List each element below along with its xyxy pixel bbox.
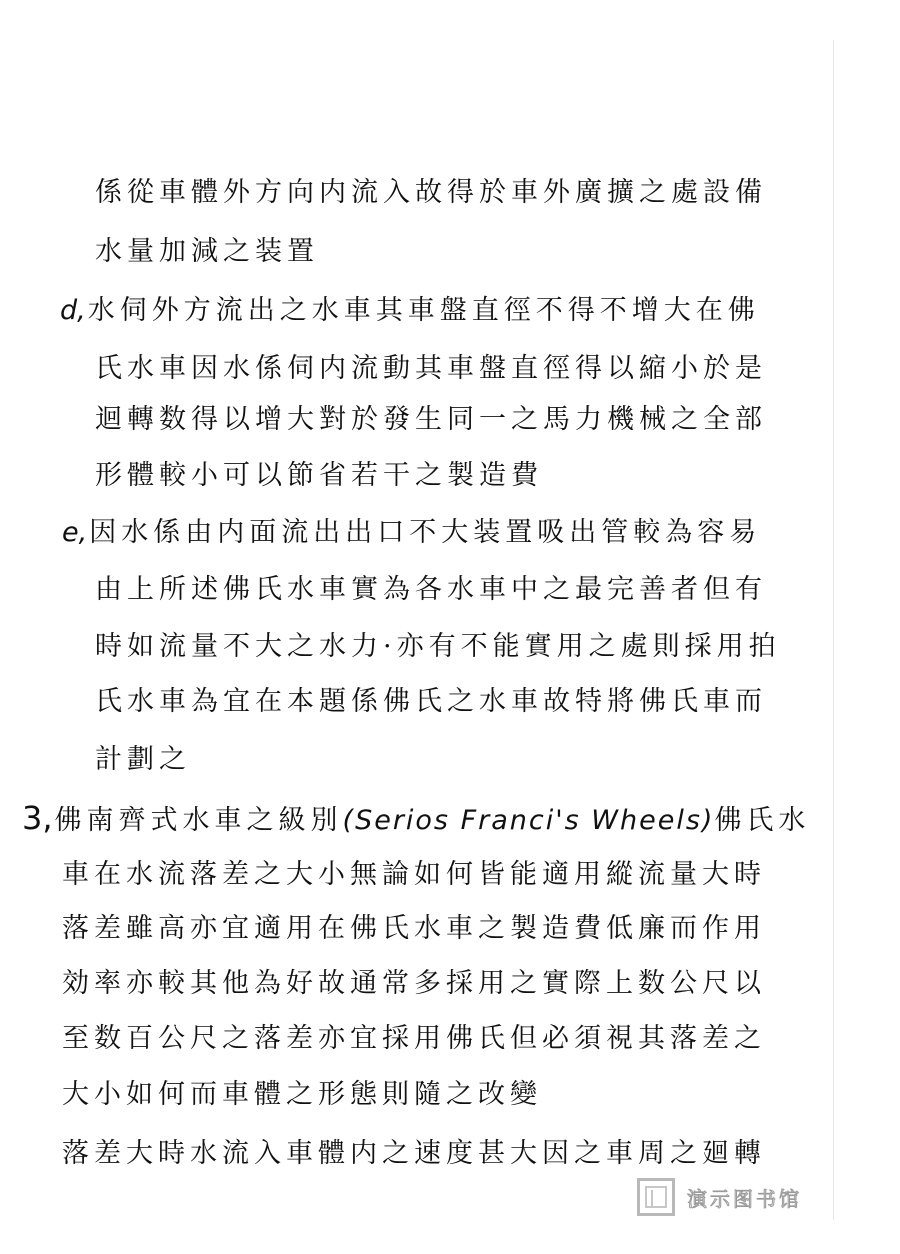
text-line-3 xyxy=(60,295,833,329)
section-heading-text: 佛南齊式水車之級別 xyxy=(54,805,343,836)
text-line-1: 係從車體外方向内流入故得於車外廣擴之處設備 xyxy=(95,177,767,208)
text-line-13: 車在水流落差之大小無論如何皆能適用縱流量大時 xyxy=(62,859,766,890)
text-line-9: 時如流量不大之水力·亦有不能實用之處則採用拍 xyxy=(95,631,781,662)
text-line-11: 計劃之 xyxy=(95,744,191,775)
latin-term: (Serios Franci's Wheels) xyxy=(342,805,715,836)
item-marker-d: d, xyxy=(60,295,86,326)
text-line-2: 水量加減之装置 xyxy=(95,236,319,267)
watermark-text: 演示图书馆 xyxy=(687,1186,802,1211)
text-line-15: 効率亦較其他為好故通常多採用之實際上数公尺以 xyxy=(62,968,766,999)
watermark xyxy=(637,1176,802,1218)
text-line-3-body: 水伺外方流出之水車其車盤直徑不得不增大在佛 xyxy=(87,295,760,326)
text-line-8: 由上所述佛氏水車實為各水車中之最完善者但有 xyxy=(95,574,767,605)
library-seal-icon xyxy=(637,1178,675,1216)
section-heading-tail: 佛氏水 xyxy=(714,805,811,836)
item-marker-e: e, xyxy=(62,517,88,548)
binding-edge-line xyxy=(833,40,834,1220)
section-heading-3 xyxy=(22,802,833,836)
text-line-17: 大小如何而車體之形態則隨之改變 xyxy=(62,1079,542,1110)
text-line-16: 至数百公尺之落差亦宜採用佛氏但必須視其落差之 xyxy=(62,1023,766,1054)
section-number-3: 3, xyxy=(22,802,53,836)
text-line-10: 氏水車為宜在本題係佛氏之水車故特將佛氏車而 xyxy=(95,686,767,717)
text-line-5: 迴轉数得以增大對於發生同一之馬力機械之全部 xyxy=(95,404,767,435)
text-line-7 xyxy=(62,517,833,551)
text-line-7-body: 因水係由内面流出出口不大装置吸出管較為容易 xyxy=(89,517,762,548)
text-line-14: 落差雖高亦宜適用在佛氏水車之製造費低廉而作用 xyxy=(62,913,766,944)
text-line-4: 氏水車因水係伺内流動其車盤直徑得以縮小於是 xyxy=(95,353,767,384)
text-line-18: 落差大時水流入車體内之速度甚大因之車周之廻轉 xyxy=(62,1138,766,1169)
text-line-6: 形體較小可以節省若干之製造費 xyxy=(95,460,543,491)
